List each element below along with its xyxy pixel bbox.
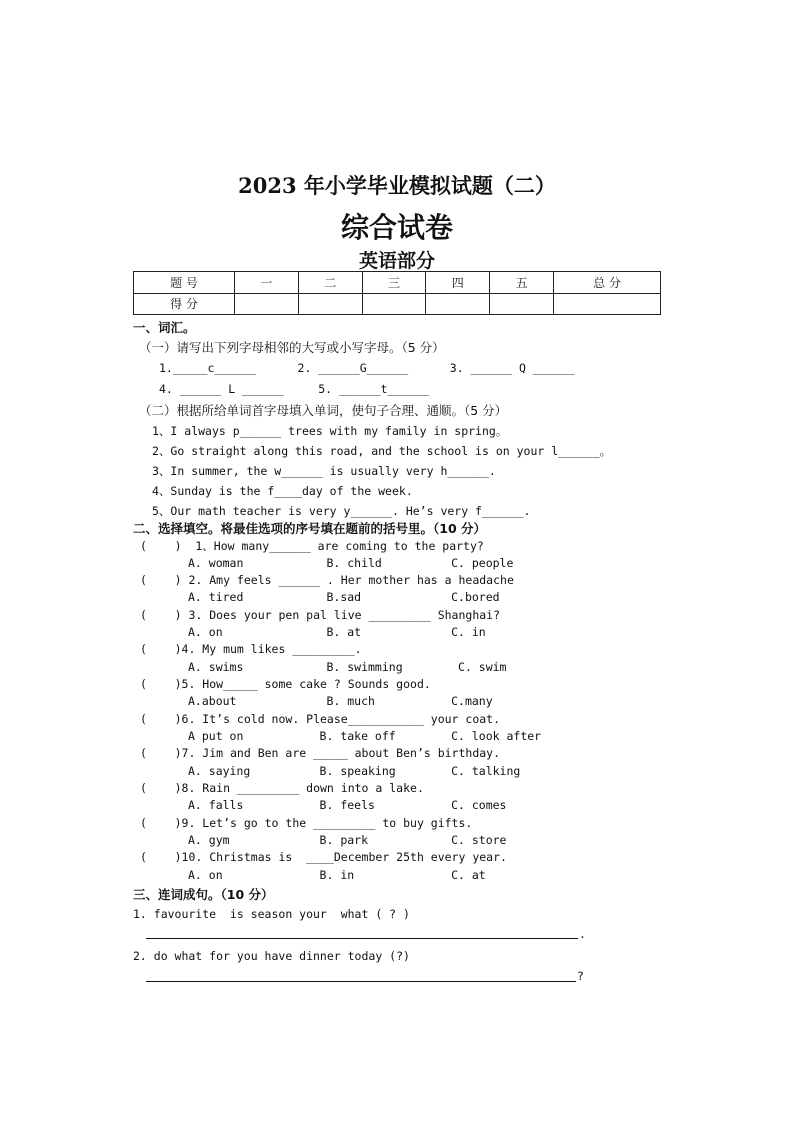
score-table-score-row [134, 293, 661, 315]
options: A. woman B. child C. people [188, 556, 514, 570]
part1-sub2-heading: （二）根据所给单词首字母填入单词，使句子合理、通顺。（5 分） [139, 403, 508, 418]
score-input-cell[interactable] [554, 293, 661, 315]
answer-line[interactable] [146, 938, 578, 939]
fill-item: 3、In summer, the w______ is usually very h______. [152, 464, 496, 478]
question: ( ) 2. Amy feels ______ . Her mother has a headache [140, 573, 514, 587]
options: A. saying B. speaking C. talking [188, 764, 521, 778]
score-table [133, 271, 661, 315]
score-cell: 一 [235, 272, 299, 294]
question: ( )7. Jim and Ben are _____ about Ben’s birthday. [140, 746, 501, 760]
question: ( )5. How_____ some cake ? Sounds good. [140, 677, 431, 691]
score-cell: 题 号 [134, 272, 235, 294]
score-cell: 总 分 [554, 272, 661, 294]
score-input-cell[interactable] [235, 293, 299, 315]
exam-subtitle: 综合试卷 [340, 211, 453, 244]
score-input-cell[interactable] [426, 293, 490, 315]
reorder-question: 2. do what for you have dinner today (?) [133, 949, 410, 963]
letters-line-1: 1._____c______ 2. ______G______ 3. ______ Q ______ [159, 361, 575, 375]
fill-item: 5、Our math teacher is very y______. He’s very f______. [152, 504, 531, 518]
score-cell: 得 分 [134, 293, 235, 315]
fill-item: 2、Go straight along this road, and the school is on your l______。 [152, 444, 612, 458]
score-table-header-row [134, 272, 661, 294]
question: ( )4. My mum likes _________. [140, 642, 362, 656]
fill-item: 1、I always p______ trees with my family in spring。 [152, 424, 508, 438]
answer-line-end: . [579, 927, 586, 941]
fill-item: 4、Sunday is the f____day of the week. [152, 484, 413, 498]
score-cell: 五 [490, 272, 554, 294]
options: A put on B. take off C. look after [188, 729, 542, 743]
options: A. gym B. park C. store [188, 833, 507, 847]
letters-line-2: 4. ______ L ______ 5. ______t______ [159, 382, 430, 396]
part2-heading: 二、选择填空。将最佳选项的序号填在题前的括号里。（10 分） [133, 521, 486, 536]
answer-line-end: ? [577, 969, 584, 983]
score-input-cell[interactable] [362, 293, 426, 315]
question: ( )8. Rain _________ down into a lake. [140, 781, 424, 795]
question: ( ) 3. Does your pen pal live _________ Shanghai? [140, 608, 501, 622]
score-cell: 四 [426, 272, 490, 294]
part3-heading: 三、连词成句。（10 分） [133, 887, 274, 902]
score-input-cell[interactable] [490, 293, 554, 315]
options: A. on B. at C. in [188, 625, 486, 639]
question: ( ) 1、How many______ are coming to the party? [140, 539, 484, 553]
score-cell: 二 [298, 272, 362, 294]
question: ( )9. Let’s go to the _________ to buy gifts. [140, 816, 473, 830]
answer-line[interactable] [146, 981, 576, 982]
part1-sub1-heading: （一）请写出下列字母相邻的大写或小写字母。（5 分） [139, 340, 445, 355]
options: A. swims B. swimming C. swim [188, 660, 507, 674]
options: A. falls B. feels C. comes [188, 798, 507, 812]
reorder-question: 1. favourite is season your what ( ? ) [133, 907, 410, 921]
options: A.about B. much C.many [188, 694, 493, 708]
score-cell: 三 [362, 272, 426, 294]
question: ( )6. It’s cold now. Please___________ your coat. [140, 712, 501, 726]
exam-title: 2023 年小学毕业模拟试题（二） [238, 173, 556, 198]
options: A. on B. in C. at [188, 868, 486, 882]
section-title: 英语部分 [358, 250, 435, 272]
score-input-cell[interactable] [298, 293, 362, 315]
options: A. tired B.sad C.bored [188, 590, 500, 604]
question: ( )10. Christmas is ____December 25th every year. [140, 850, 507, 864]
part1-heading: 一、词汇。 [133, 320, 196, 335]
